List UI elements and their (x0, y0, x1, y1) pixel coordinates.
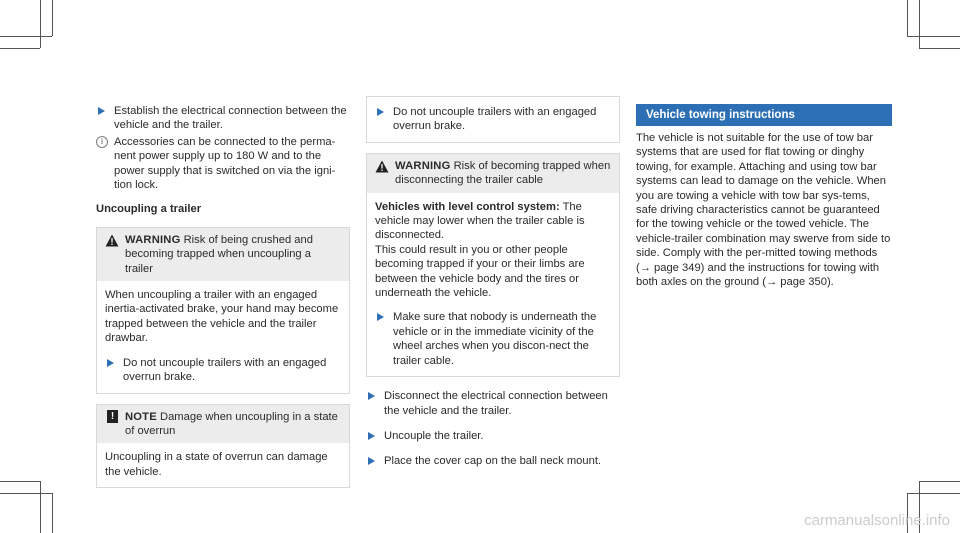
warning-box (96, 227, 350, 394)
crop-mark (40, 481, 41, 533)
note-body (97, 443, 349, 487)
column-3 (636, 104, 892, 289)
warning-body (367, 193, 619, 376)
step-bullet: Place the cover cap on the ball neck mount. (366, 454, 620, 468)
crop-mark (919, 481, 960, 482)
warning-bullet: Do not uncouple trailers with an engaged overrun brake. (375, 105, 611, 134)
warning-bullet: Do not uncouple trailers with an engaged overrun brake. (105, 356, 341, 385)
note-title: Damage when uncoupling in a state of overrun (125, 410, 338, 437)
arrow-bullet-icon (368, 432, 375, 440)
arrow-bullet-icon (98, 107, 105, 115)
section-heading: Uncoupling a trailer (96, 203, 202, 216)
note-keyword: NOTE (125, 410, 157, 423)
arrow-bullet-icon (377, 313, 384, 321)
crop-mark (907, 0, 908, 36)
warning-keyword: WARNING (125, 233, 181, 246)
warning-header (97, 228, 349, 281)
note-exclamation-icon: ! (107, 410, 118, 423)
arrow-bullet-icon (368, 457, 375, 465)
watermark: carmanualsonline.info (804, 511, 950, 529)
note-box (96, 404, 350, 489)
continued-box (366, 96, 620, 143)
note-text: Uncoupling in a state of overrun can damage the vehicle. (105, 451, 328, 478)
crop-mark (919, 0, 920, 48)
crop-mark (0, 493, 52, 494)
step-bullet: Disconnect the electrical connection between the vehicle and the trailer. (366, 389, 620, 418)
warning-body (97, 281, 349, 392)
column-2 (366, 96, 620, 469)
crop-mark (52, 493, 53, 533)
warning-text: When uncoupling a trailer with an engaged inertia-activated brake, your hand may become trapped between the vehicle and the trailer drawbar. (105, 289, 339, 345)
step-bullet: Uncouple the trailer. (366, 429, 620, 443)
crop-mark (907, 36, 960, 37)
warning-triangle-icon (375, 160, 389, 173)
column-1 (96, 104, 350, 488)
continued-body (367, 97, 619, 142)
crop-mark (0, 36, 52, 37)
warning-subheading-text: The vehicle may lower when the trailer cable is disconnected. (375, 200, 585, 242)
warning-subheading: Vehicles with level control system: (375, 200, 560, 213)
warning-text (375, 200, 611, 243)
warning-box (366, 153, 620, 377)
arrow-bullet-icon (368, 392, 375, 400)
warning-bullet: Make sure that nobody is underneath the vehicle or in the immediate vicinity of the wheel arches when you discon-nect the trailer cable. (375, 310, 611, 368)
body-text: The vehicle is not suitable for the use of tow bar systems that are used for flat towing or dinghy towing, for example. Attaching and using tow bar systems can lead to damage on the vehicle. When you are towing a vehicle with tow bar sys-tems, safe driving characteristics cannot be guaranteed for the towing vehicle or the towed vehicle. The vehicle-trailer combination may swerve from side to side. Comply with the per-mitted towing methods (→ page 349) and the instructions for towing with both axles on the ground (→ page 350). (636, 132, 891, 289)
crop-mark (0, 481, 40, 482)
arrow-bullet-icon (107, 359, 114, 367)
warning-triangle-icon (105, 234, 119, 247)
arrow-bullet-icon (377, 108, 384, 116)
crop-mark (52, 0, 53, 36)
step-bullet: Establish the electrical connection between the vehicle and the trailer. (96, 104, 350, 133)
note-header (97, 405, 349, 444)
info-note: i Accessories can be connected to the perma-nent power supply up to 180 W and to the power supply that is switched on via the igni-tion lock. (96, 135, 350, 193)
warning-title: Risk of becoming trapped when disconnecting the trailer cable (395, 159, 611, 187)
section-heading: Vehicle towing instructions (636, 104, 892, 126)
crop-mark (919, 48, 960, 49)
crop-mark (40, 0, 41, 48)
warning-text: This could result in you or other people becoming trapped if your or their limbs are between the vehicle body and the tires or underneath the vehicle. (375, 243, 585, 300)
warning-header (367, 154, 619, 193)
info-icon: i (96, 136, 108, 148)
crop-mark (0, 48, 40, 49)
warning-keyword: WARNING (395, 159, 451, 172)
warning-title: Risk of being crushed and becoming trapped when uncoupling a trailer (125, 233, 313, 275)
crop-mark (907, 493, 960, 494)
